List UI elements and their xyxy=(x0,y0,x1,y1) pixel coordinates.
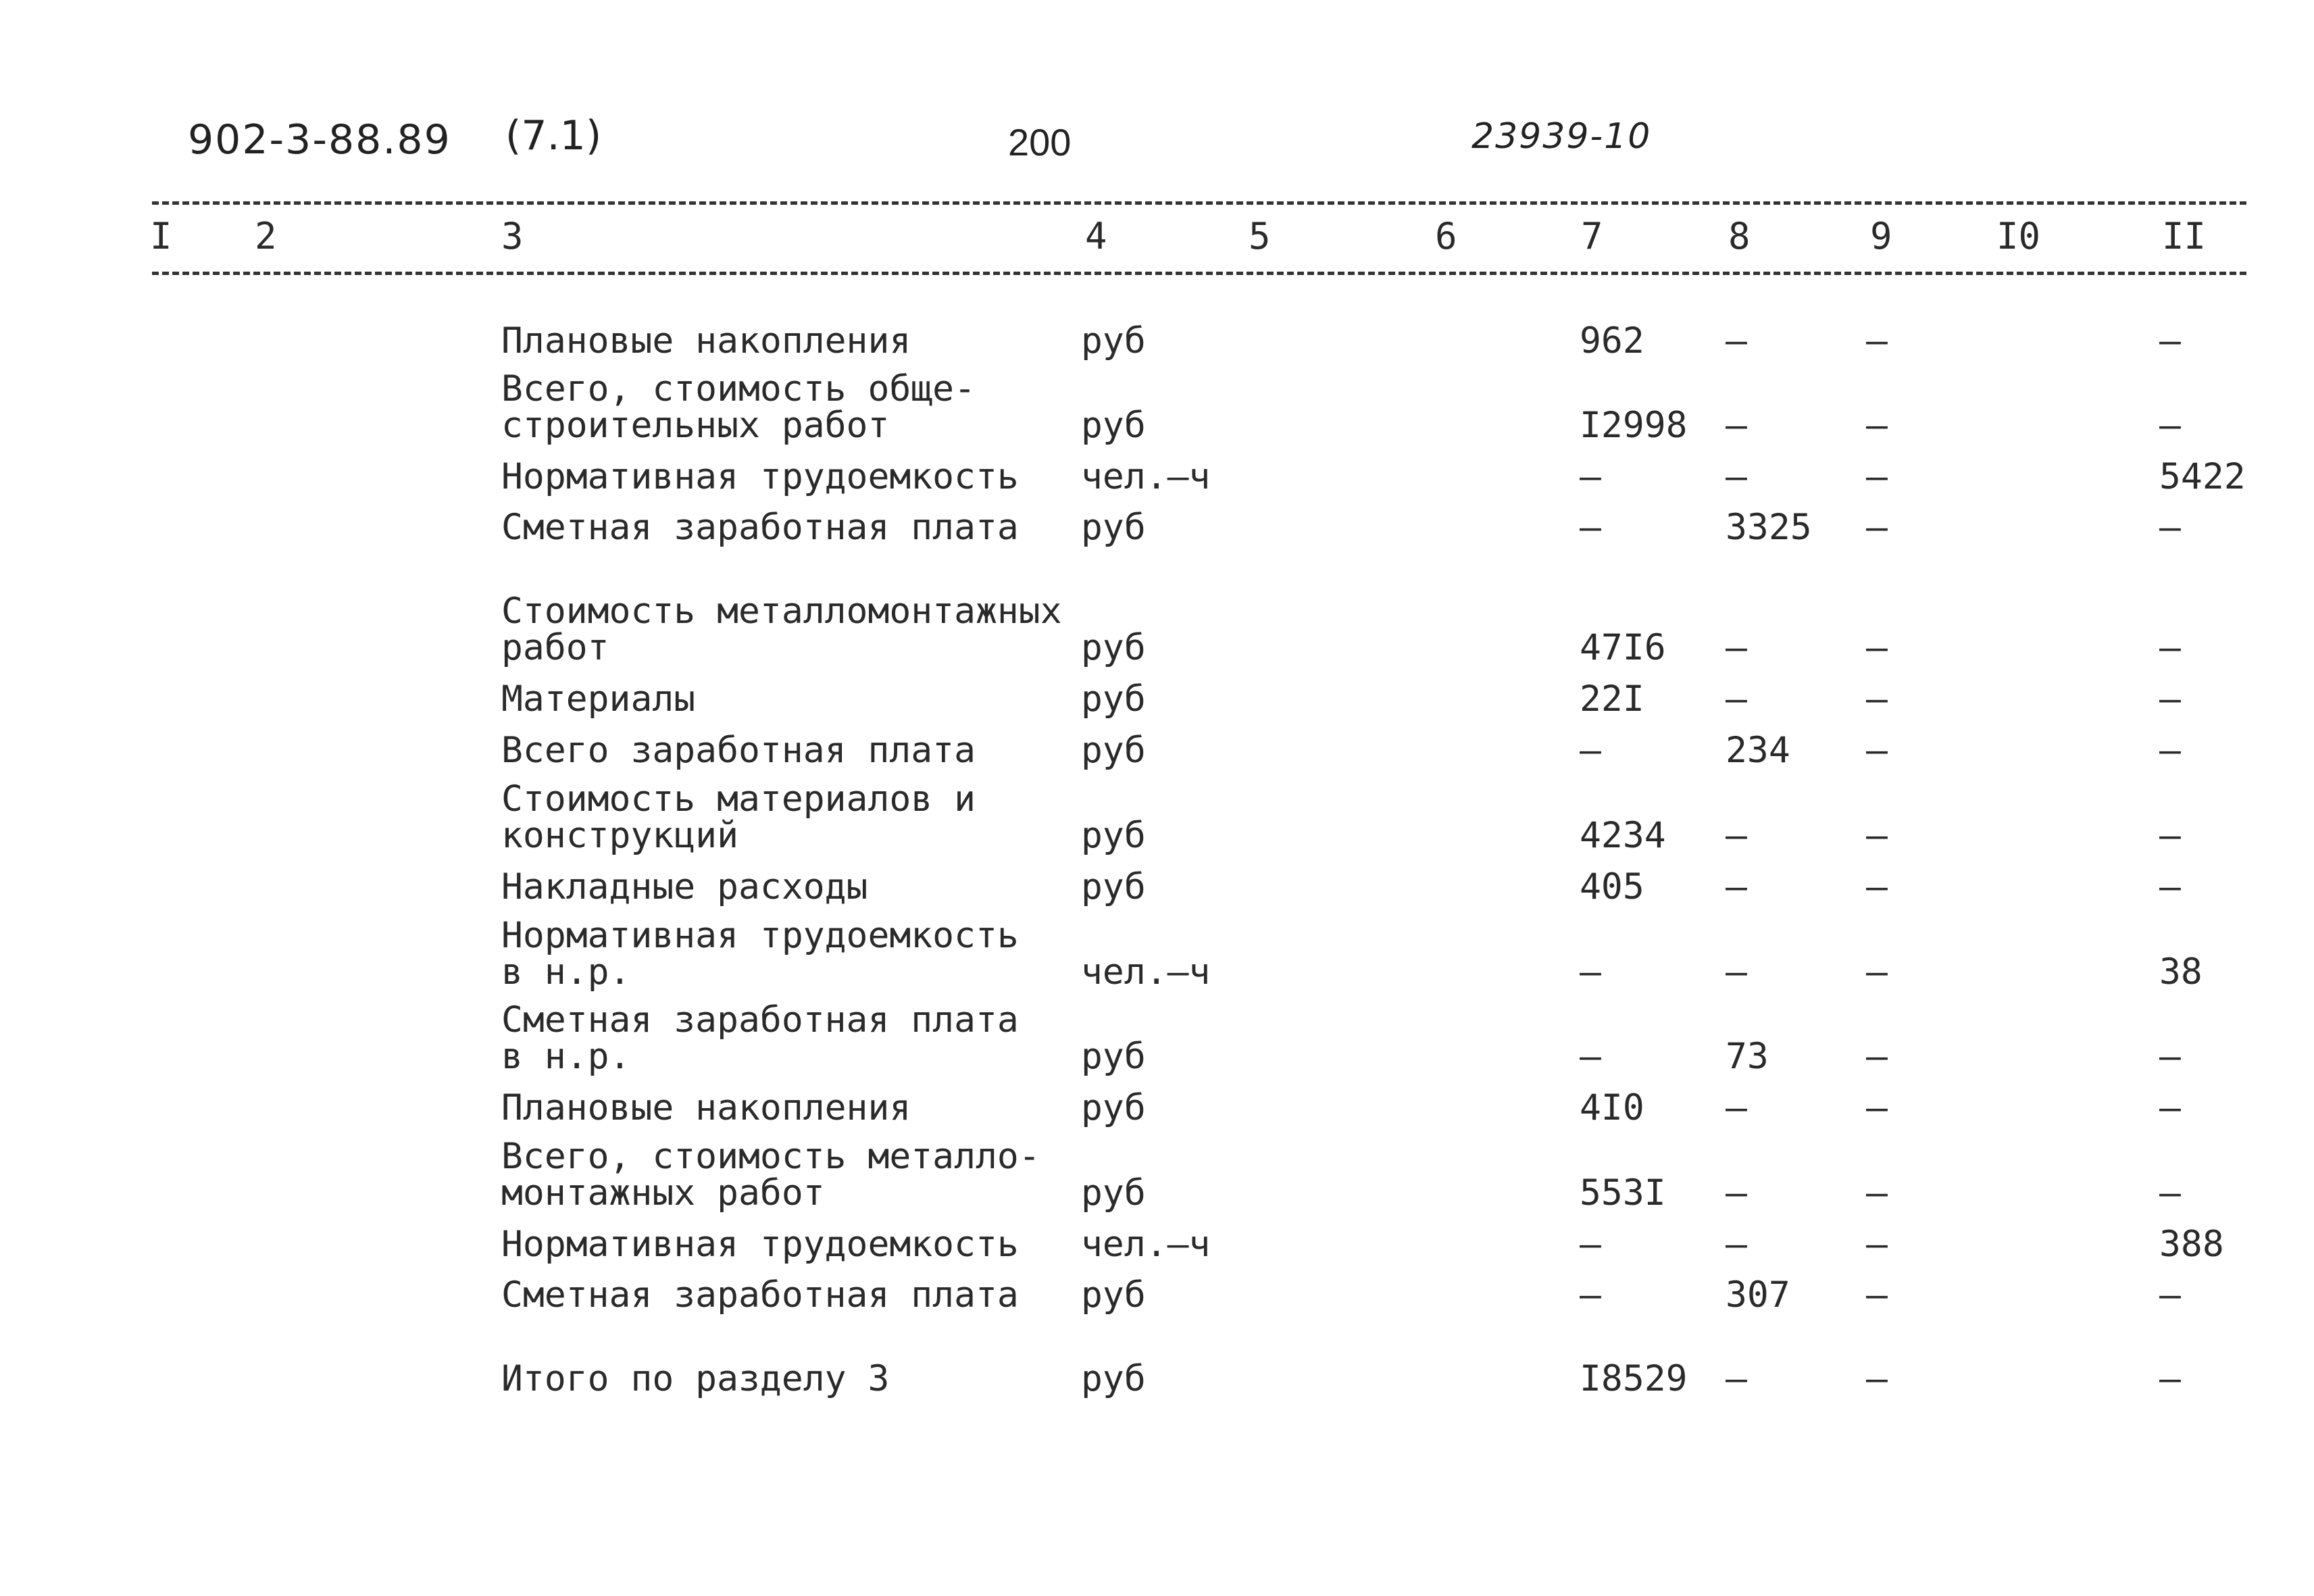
row-col8-value: – xyxy=(1726,405,1747,446)
row-unit: руб xyxy=(1081,1036,1146,1077)
row-col11-value: 388 xyxy=(2159,1224,2224,1265)
column-header-9: 9 xyxy=(1870,215,1892,257)
row-unit: руб xyxy=(1081,1358,1146,1399)
row-description: Сметная заработная плата в н.р. xyxy=(501,999,1019,1077)
row-col11-value: – xyxy=(2159,678,2181,720)
row-unit: чел.–ч xyxy=(1081,456,1211,497)
row-col9-value: – xyxy=(1866,866,1888,907)
row-col9-value: – xyxy=(1866,1036,1888,1077)
row-col11-value: – xyxy=(2159,1036,2181,1077)
row-col11-value: – xyxy=(2159,1087,2181,1128)
row-description: Материалы xyxy=(501,678,696,720)
row-col9-value: – xyxy=(1866,1172,1888,1214)
row-col11-value: – xyxy=(2159,627,2181,668)
column-header-7: 7 xyxy=(1581,215,1603,257)
row-col11-value: – xyxy=(2159,1172,2181,1214)
row-unit: руб xyxy=(1081,730,1146,771)
row-col8-value: 73 xyxy=(1726,1036,1769,1077)
column-header-10: I0 xyxy=(1996,215,2041,257)
row-col9-value: – xyxy=(1866,1224,1888,1265)
row-unit: руб xyxy=(1081,1087,1146,1128)
row-unit: руб xyxy=(1081,1172,1146,1214)
row-description: Нормативная трудоемкость xyxy=(501,1224,1019,1265)
row-col8-value: – xyxy=(1726,951,1747,993)
row-col7-value: – xyxy=(1580,456,1601,497)
row-col9-value: – xyxy=(1866,405,1888,446)
row-col9-value: – xyxy=(1866,507,1888,548)
row-col9-value: – xyxy=(1866,456,1888,497)
document-number: 23939-10 xyxy=(1472,116,1652,157)
table-header-rule xyxy=(152,272,2246,275)
row-col8-value: – xyxy=(1726,1172,1747,1214)
row-col11-value: – xyxy=(2159,1274,2181,1316)
row-col11-value: – xyxy=(2159,507,2181,548)
row-unit: чел.–ч xyxy=(1081,951,1211,993)
row-col11-value: 5422 xyxy=(2159,456,2246,497)
row-col11-value: – xyxy=(2159,405,2181,446)
row-unit: чел.–ч xyxy=(1081,1224,1211,1265)
row-col8-value: – xyxy=(1726,1087,1747,1128)
row-col7-value: – xyxy=(1580,1274,1601,1316)
volume-number: (7.1) xyxy=(505,112,602,159)
row-col7-value: – xyxy=(1580,1036,1601,1077)
row-col8-value: – xyxy=(1726,456,1747,497)
row-description: Итого по разделу 3 xyxy=(501,1358,890,1399)
row-col8-value: – xyxy=(1726,866,1747,907)
row-col8-value: – xyxy=(1726,1358,1747,1399)
row-col8-value: – xyxy=(1726,815,1747,856)
row-col7-value: – xyxy=(1580,507,1601,548)
row-col11-value: – xyxy=(2159,815,2181,856)
row-col9-value: – xyxy=(1866,951,1888,993)
row-col8-value: 307 xyxy=(1726,1274,1790,1316)
row-col9-value: – xyxy=(1866,1274,1888,1316)
row-unit: руб xyxy=(1081,405,1146,446)
row-col7-value: I8529 xyxy=(1580,1358,1688,1399)
column-header-3: 3 xyxy=(501,215,524,257)
row-description: Стоимость металломонтажных работ xyxy=(501,591,1062,668)
row-col7-value: 4234 xyxy=(1580,815,1666,856)
row-col11-value: 38 xyxy=(2159,951,2203,993)
document-code: 902-3-88.89 xyxy=(188,116,451,164)
row-description: Всего, стоимость обще- строительных работ xyxy=(501,368,976,446)
row-col7-value: – xyxy=(1580,951,1601,993)
row-description: Стоимость материалов и конструкций xyxy=(501,778,976,856)
column-header-8: 8 xyxy=(1728,215,1751,257)
column-header-2: 2 xyxy=(255,215,277,257)
row-col11-value: – xyxy=(2159,730,2181,771)
row-col7-value: I2998 xyxy=(1580,405,1688,446)
row-col7-value: 405 xyxy=(1580,866,1644,907)
page-number: 200 xyxy=(1008,121,1072,164)
row-description: Сметная заработная плата xyxy=(501,507,1019,548)
row-col7-value: 47I6 xyxy=(1580,627,1666,668)
row-col7-value: – xyxy=(1580,730,1601,771)
row-col7-value: 22I xyxy=(1580,678,1644,720)
row-col7-value: 962 xyxy=(1580,320,1644,361)
row-col8-value: – xyxy=(1726,1224,1747,1265)
row-unit: руб xyxy=(1081,320,1146,361)
column-header-4: 4 xyxy=(1085,215,1107,257)
row-col8-value: – xyxy=(1726,678,1747,720)
row-col9-value: – xyxy=(1866,678,1888,720)
row-unit: руб xyxy=(1081,815,1146,856)
row-description: Всего, стоимость металло- монтажных работ xyxy=(501,1136,1040,1214)
row-col7-value: – xyxy=(1580,1224,1601,1265)
row-col7-value: 553I xyxy=(1580,1172,1666,1214)
row-description: Плановые накопления xyxy=(501,320,911,361)
row-col8-value: – xyxy=(1726,320,1747,361)
row-col8-value: 3325 xyxy=(1726,507,1812,548)
row-description: Накладные расходы xyxy=(501,866,868,907)
row-col9-value: – xyxy=(1866,815,1888,856)
row-col11-value: – xyxy=(2159,866,2181,907)
column-header-5: 5 xyxy=(1249,215,1271,257)
row-unit: руб xyxy=(1081,866,1146,907)
row-unit: руб xyxy=(1081,507,1146,548)
row-col9-value: – xyxy=(1866,627,1888,668)
row-description: Плановые накопления xyxy=(501,1087,911,1128)
row-col11-value: – xyxy=(2159,320,2181,361)
row-col9-value: – xyxy=(1866,320,1888,361)
row-description: Нормативная трудоемкость xyxy=(501,456,1019,497)
row-col8-value: 234 xyxy=(1726,730,1790,771)
row-col9-value: – xyxy=(1866,1087,1888,1128)
column-header-1: I xyxy=(150,215,172,257)
row-col9-value: – xyxy=(1866,730,1888,771)
column-header-11: II xyxy=(2162,215,2207,257)
row-col8-value: – xyxy=(1726,627,1747,668)
row-col9-value: – xyxy=(1866,1358,1888,1399)
row-unit: руб xyxy=(1081,627,1146,668)
row-col11-value: – xyxy=(2159,1358,2181,1399)
row-description: Сметная заработная плата xyxy=(501,1274,1019,1316)
row-unit: руб xyxy=(1081,1274,1146,1316)
row-unit: руб xyxy=(1081,678,1146,720)
table-top-rule xyxy=(152,201,2246,205)
row-col7-value: 4I0 xyxy=(1580,1087,1644,1128)
column-header-6: 6 xyxy=(1435,215,1457,257)
row-description: Всего заработная плата xyxy=(501,730,976,771)
row-description: Нормативная трудоемкость в н.р. xyxy=(501,915,1019,993)
